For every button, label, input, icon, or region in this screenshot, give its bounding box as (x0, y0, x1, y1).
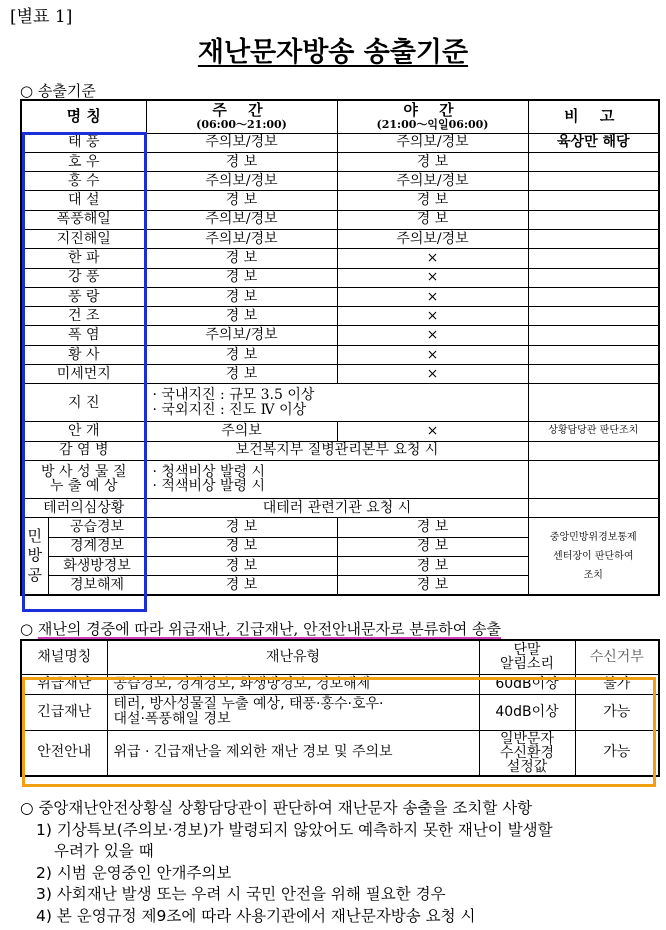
civil-row-name: 경계경보 (48, 537, 146, 556)
criteria-day: 경 보 (146, 191, 337, 210)
row-earthquake-name: 지 진 (21, 384, 146, 422)
criteria-note (528, 365, 659, 384)
channel-disaster: 공습경보, 경계경보, 화생방경보, 경보해제 (107, 674, 479, 694)
criteria-name: 호 우 (21, 152, 146, 171)
channel-sound: 40dB이상 (479, 694, 575, 730)
criteria-day: 경 보 (146, 152, 337, 171)
civil-row-name: 화생방경보 (48, 556, 146, 575)
row-radiation-criteria: · 청색비상 발령 시 · 적색비상 발령 시 (146, 460, 528, 498)
civil-row-day: 경 보 (146, 537, 337, 556)
criteria-row (21, 191, 659, 210)
criteria-note (528, 172, 659, 191)
criteria-row (21, 326, 659, 345)
criteria-night: 경 보 (337, 210, 528, 229)
criteria-row (21, 133, 659, 152)
row-radiation-name: 방 사 성 물 질 누 출 예 상 (21, 460, 146, 498)
criteria-night: × (337, 287, 528, 306)
criteria-night: × (337, 268, 528, 287)
civil-row-name: 경보해제 (48, 576, 146, 595)
header-night: 야 간 (21:00～익일06:00) (337, 100, 528, 133)
header-day: 주 간 (06:00～21:00) (146, 100, 337, 133)
header-disaster-type: 재난유형 (107, 640, 479, 674)
notes-section (20, 798, 553, 927)
criteria-row (21, 345, 659, 364)
criteria-night: × (337, 249, 528, 268)
row-earthquake-criteria: · 국내지진 : 규모 3.5 이상 · 국외지진 : 진도 Ⅳ 이상 (146, 384, 528, 422)
channel-type: 안전안내 (21, 730, 107, 776)
channel-disaster: 위급 · 긴급재난을 제외한 재난 경보 및 주의보 (107, 730, 479, 776)
criteria-night: 주의보/경보 (337, 172, 528, 191)
criteria-note (528, 191, 659, 210)
page-title-text: 재난문자방송 송출기준 (197, 37, 469, 68)
criteria-day: 경 보 (146, 268, 337, 287)
criteria-table (20, 99, 660, 596)
note-item: 1) 기상특보(주의보·경보)가 발령되지 않았어도 예측하지 못한 재난이 발생할 (36, 820, 553, 839)
note-item-continued: 우려가 있을 때 (54, 842, 154, 860)
note-item: 3) 사회재난 발생 또는 우려 시 국민 안전을 위해 필요한 경우 (36, 885, 446, 903)
criteria-night: × (337, 365, 528, 384)
civil-row-day: 경 보 (146, 576, 337, 595)
channel-type: 긴급재난 (21, 694, 107, 730)
criteria-night: × (337, 326, 528, 345)
criteria-note (528, 249, 659, 268)
criteria-row (21, 365, 659, 384)
criteria-note (528, 307, 659, 326)
channel-reject: 불가 (575, 674, 659, 694)
criteria-night: 주의보/경보 (337, 229, 528, 248)
row-terror-criteria: 대테러 관련기관 요청 시 (146, 498, 528, 517)
criteria-night: 경 보 (337, 191, 528, 210)
row-radiation-note (528, 460, 659, 498)
criteria-name: 미세먼지 (21, 365, 146, 384)
criteria-day: 경 보 (146, 287, 337, 306)
criteria-row (21, 172, 659, 191)
criteria-row (21, 229, 659, 248)
header-note: 비 고 (528, 100, 659, 133)
criteria-name: 태 풍 (21, 133, 146, 152)
criteria-day: 주의보/경보 (146, 326, 337, 345)
row-terror-name: 테러의심상황 (21, 498, 146, 517)
criteria-night: × (337, 345, 528, 364)
section-heading-classification: ○ 재난의 경중에 따라 위급재난, 긴급재난, 안전안내문자로 분류하여 송출 (20, 620, 501, 638)
criteria-day: 주의보/경보 (146, 210, 337, 229)
channel-reject: 가능 (575, 730, 659, 776)
criteria-name: 황 사 (21, 345, 146, 364)
criteria-row (21, 249, 659, 268)
criteria-night: × (337, 307, 528, 326)
criteria-name: 건 조 (21, 307, 146, 326)
criteria-night: 주의보/경보 (337, 133, 528, 152)
channel-sound: 일반문자 수신환경 설정값 (479, 730, 575, 776)
channel-reject: 가능 (575, 694, 659, 730)
appendix-label: [별표 1] (10, 7, 73, 27)
criteria-row (21, 268, 659, 287)
channel-sound: 60dB이상 (479, 674, 575, 694)
civil-row-name: 공습경보 (48, 518, 146, 537)
civil-note: 중앙민방위경보통제 센터장이 판단하여 조치 (528, 518, 659, 595)
row-fog-day: 주의보 (146, 422, 337, 441)
criteria-day: 경 보 (146, 345, 337, 364)
criteria-name: 강 풍 (21, 268, 146, 287)
civil-row-night: 경 보 (337, 556, 528, 575)
note-item: 4) 본 운영규정 제9조에 따라 사용기관에서 재난문자방송 요청 시 (36, 906, 476, 925)
row-fog-note: 상황담당관 판단조치 (528, 422, 659, 441)
channel-table (20, 639, 660, 777)
criteria-note (528, 210, 659, 229)
header-name: 명 칭 (21, 100, 146, 133)
row-epidemic-note (528, 441, 659, 460)
criteria-day: 경 보 (146, 249, 337, 268)
civil-row-day: 경 보 (146, 556, 337, 575)
section-heading-criteria: ○ 송출기준 (20, 82, 96, 100)
criteria-name: 홍 수 (21, 172, 146, 191)
criteria-day: 경 보 (146, 365, 337, 384)
criteria-note (528, 287, 659, 306)
criteria-note: 육상만 해당 (528, 133, 659, 152)
criteria-row (21, 287, 659, 306)
criteria-name: 풍 랑 (21, 287, 146, 306)
criteria-note (528, 268, 659, 287)
channel-disaster: 테러, 방사성물질 누출 예상, 태풍·홍수·호우· 대설·폭풍해일 경보 (107, 694, 479, 730)
header-channel: 채널명칭 (21, 640, 107, 674)
note-item: 2) 시범 운영중인 안개주의보 (36, 863, 232, 882)
criteria-day: 주의보/경보 (146, 133, 337, 152)
criteria-row (21, 152, 659, 171)
criteria-row (21, 307, 659, 326)
page-title (0, 30, 666, 69)
channel-type: 위급재난 (21, 674, 107, 694)
row-epidemic-name: 감 염 병 (21, 441, 146, 460)
header-reject: 수신거부 (575, 640, 659, 674)
criteria-name: 한 파 (21, 249, 146, 268)
notes-heading: ○ 중앙재난안전상황실 상황담당관이 판단하여 재난문자 송출을 조치할 사항 (20, 799, 533, 817)
criteria-name: 대 설 (21, 191, 146, 210)
criteria-day: 주의보/경보 (146, 172, 337, 191)
row-fog-night: × (337, 422, 528, 441)
criteria-name: 지진해일 (21, 229, 146, 248)
civil-row-night: 경 보 (337, 576, 528, 595)
criteria-note (528, 229, 659, 248)
row-earthquake-note (528, 384, 659, 422)
criteria-name: 폭 염 (21, 326, 146, 345)
civil-row-night: 경 보 (337, 537, 528, 556)
criteria-row (21, 210, 659, 229)
criteria-note (528, 326, 659, 345)
civil-row-day: 경 보 (146, 518, 337, 537)
civil-row-night: 경 보 (337, 518, 528, 537)
header-alert-sound: 단말 알림소리 (479, 640, 575, 674)
row-fog-name: 안 개 (21, 422, 146, 441)
criteria-night: 경 보 (337, 152, 528, 171)
civil-defense-group: 민 방 공 (21, 518, 48, 595)
criteria-day: 주의보/경보 (146, 229, 337, 248)
criteria-note (528, 152, 659, 171)
criteria-name: 폭풍해일 (21, 210, 146, 229)
criteria-note (528, 345, 659, 364)
row-epidemic-criteria: 보건복지부 질병관리본부 요청 시 (146, 441, 528, 460)
row-terror-note (528, 498, 659, 517)
criteria-day: 경 보 (146, 307, 337, 326)
